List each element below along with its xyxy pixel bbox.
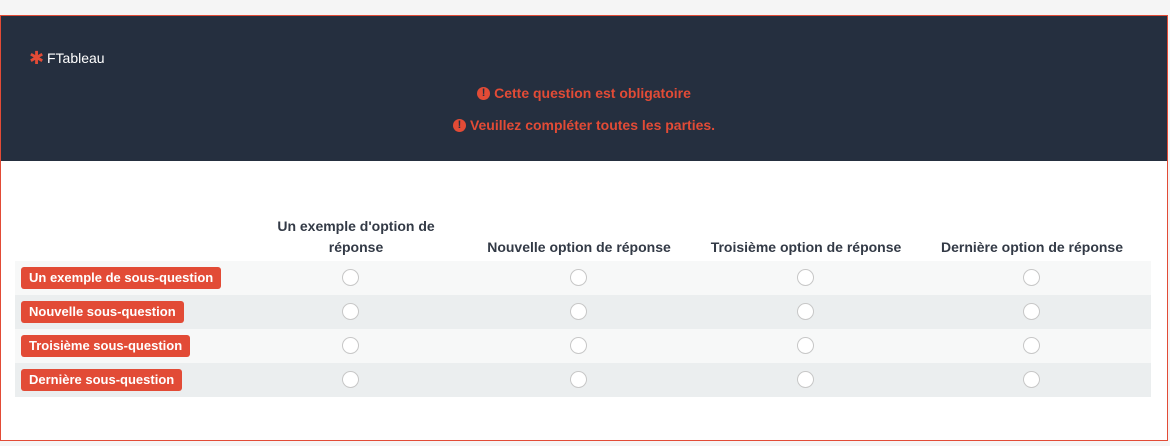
grid-row [15,261,1151,295]
column-header: Dernière option de réponse [940,239,1124,255]
column-header: Troisième option de réponse [710,239,902,255]
column-header: Nouvelle option de réponse [487,239,671,255]
radio-option[interactable] [1023,337,1040,354]
radio-option[interactable] [570,303,587,320]
radio-option[interactable] [342,269,359,286]
radio-option[interactable] [797,303,814,320]
radio-option[interactable] [342,371,359,388]
question-header [1,16,1167,161]
error-message-text: Cette question est obligatoire [494,85,691,101]
exclamation-circle-icon: ! [453,119,466,132]
radio-option[interactable] [797,337,814,354]
question-container [0,15,1168,441]
answer-grid [15,206,1151,397]
error-message-text: Veuillez compléter toutes les parties. [469,117,716,133]
radio-option[interactable] [1023,303,1040,320]
row-label: Nouvelle sous-question [21,301,184,323]
row-label: Troisième sous-question [21,335,190,357]
radio-option[interactable] [1023,269,1040,286]
radio-option[interactable] [342,337,359,354]
radio-option[interactable] [1023,371,1040,388]
row-label: Dernière sous-question [21,369,182,391]
exclamation-circle-icon: ! [477,87,490,100]
radio-option[interactable] [797,371,814,388]
error-message-required [1,85,1167,101]
row-label: Un exemple de sous-question [21,267,221,289]
radio-option[interactable] [570,337,587,354]
grid-row [15,295,1151,329]
radio-option[interactable] [797,269,814,286]
question-title [29,48,105,68]
column-header: Un exemple d'option de réponse [277,218,435,255]
question-title-text: FTableau [47,50,105,66]
radio-option[interactable] [570,371,587,388]
radio-option[interactable] [570,269,587,286]
grid-column-headers [15,206,1151,261]
grid-row [15,363,1151,397]
grid-row [15,329,1151,363]
required-asterisk-icon: ✱ [29,48,45,68]
error-message-incomplete [1,117,1167,133]
radio-option[interactable] [342,303,359,320]
